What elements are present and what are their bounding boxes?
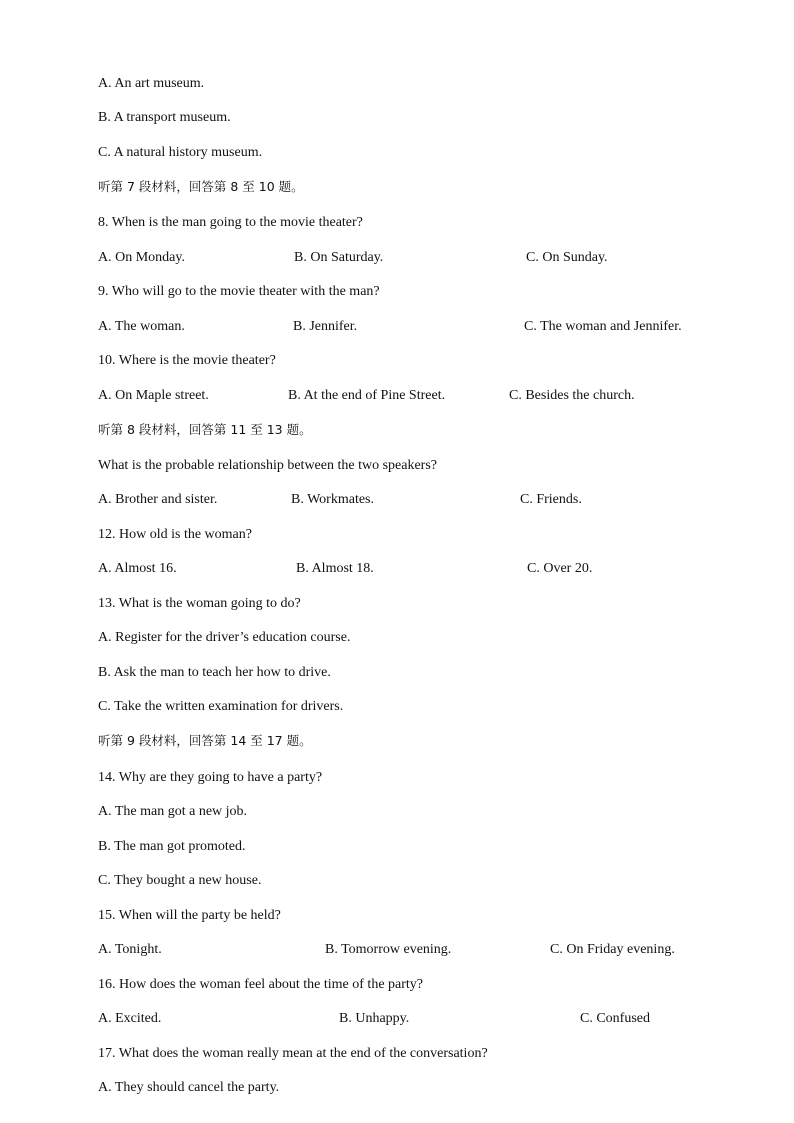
option-a: A. The woman. <box>98 319 185 334</box>
option-c: C. Besides the church. <box>509 388 635 403</box>
question-line: 16. How does the woman feel about the time of the party? <box>98 977 424 992</box>
option-b: B. Jennifer. <box>293 319 358 334</box>
option-a: A. On Monday. <box>98 250 185 265</box>
option-b: B. Almost 18. <box>296 561 374 576</box>
option-b: B. At the end of Pine Street. <box>288 388 446 403</box>
option-line: B. The man got promoted. <box>98 839 246 854</box>
option-line: C. Take the written examination for drivers. <box>98 699 344 714</box>
option-b: B. Unhappy. <box>339 1011 410 1026</box>
question-line: 15. When will the party be held? <box>98 908 281 923</box>
question-line: 9. Who will go to the movie theater with the man? <box>98 284 380 299</box>
option-b: B. Workmates. <box>291 492 374 507</box>
option-a: A. Tonight. <box>98 942 162 957</box>
option-c: C. Friends. <box>520 492 582 507</box>
section-heading: 听第 8 段材料，回答第 11 至 13 题。 <box>98 422 312 437</box>
question-line: 10. Where is the movie theater? <box>98 353 276 368</box>
question-line: 13. What is the woman going to do? <box>98 596 301 611</box>
option-b: B. Tomorrow evening. <box>325 942 452 957</box>
section-heading: 听第 9 段材料，回答第 14 至 17 题。 <box>98 733 312 748</box>
option-line: C. A natural history museum. <box>98 145 263 160</box>
option-line: B. A transport museum. <box>98 110 231 125</box>
option-line: C. They bought a new house. <box>98 873 262 888</box>
option-line: A. An art museum. <box>98 76 205 91</box>
option-a: A. Brother and sister. <box>98 492 218 507</box>
question-line: 8. When is the man going to the movie theater? <box>98 215 363 230</box>
option-b: B. On Saturday. <box>294 250 384 265</box>
option-line: B. Ask the man to teach her how to drive. <box>98 665 331 680</box>
question-line: 17. What does the woman really mean at the end of the conversation? <box>98 1046 488 1061</box>
option-c: C. Over 20. <box>527 561 593 576</box>
option-c: C. On Friday evening. <box>550 942 675 957</box>
option-a: A. On Maple street. <box>98 388 209 403</box>
option-c: C. The woman and Jennifer. <box>524 319 682 334</box>
option-line: A. The man got a new job. <box>98 804 248 819</box>
question-line: 14. Why are they going to have a party? <box>98 770 323 785</box>
section-heading: 听第 7 段材料，回答第 8 至 10 题。 <box>98 179 304 194</box>
option-line: A. They should cancel the party. <box>98 1080 280 1095</box>
option-c: C. Confused <box>580 1011 650 1026</box>
option-line: A. Register for the driver’s education course. <box>98 630 351 645</box>
question-line: What is the probable relationship between the two speakers? <box>98 458 437 473</box>
option-a: A. Almost 16. <box>98 561 177 576</box>
option-a: A. Excited. <box>98 1011 162 1026</box>
option-c: C. On Sunday. <box>526 250 608 265</box>
question-line: 12. How old is the woman? <box>98 527 252 542</box>
